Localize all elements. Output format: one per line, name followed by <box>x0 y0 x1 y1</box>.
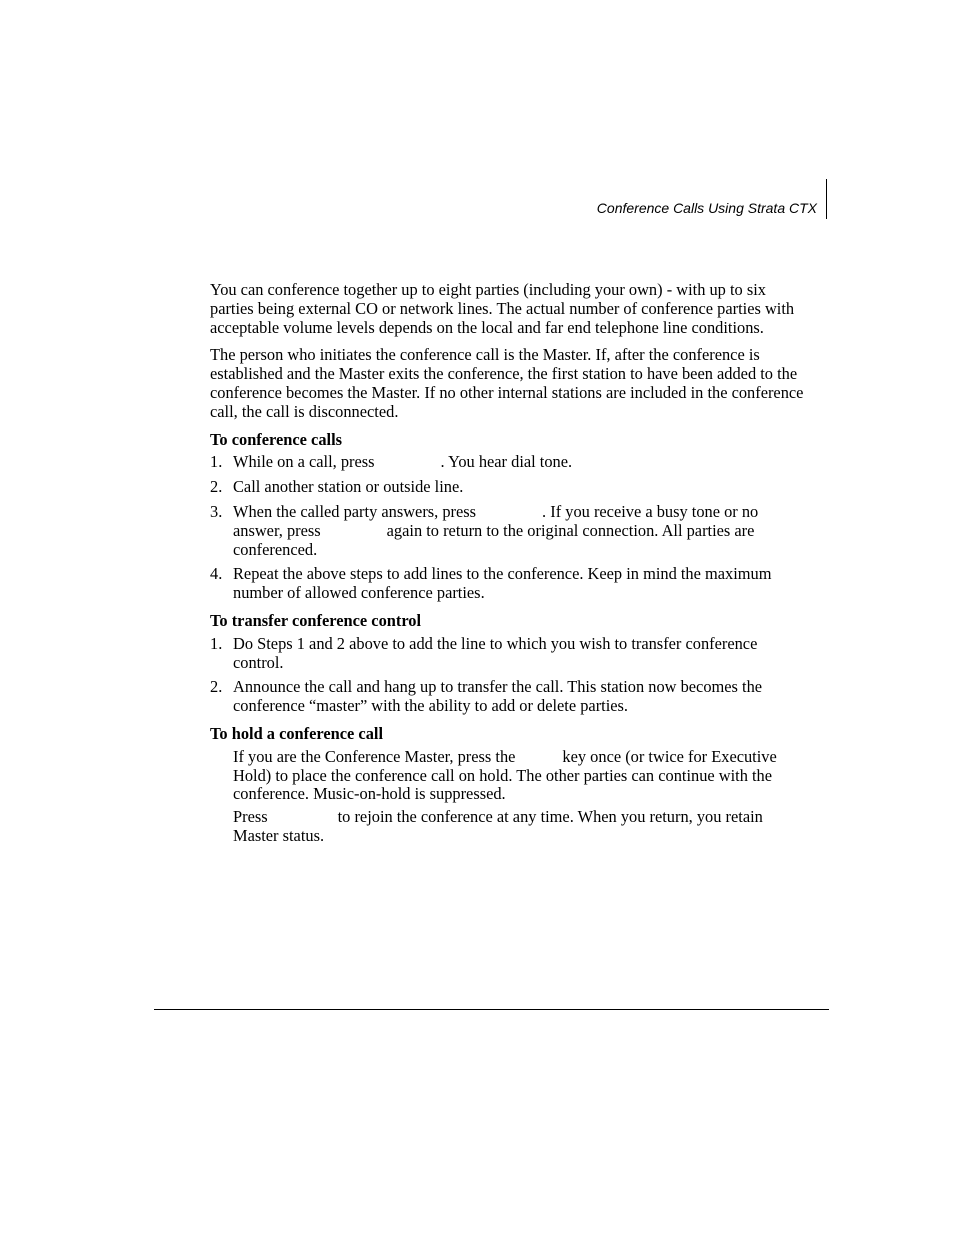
step-text: Do Steps 1 and 2 above to add the line to which you wish to transfer conference control. <box>233 633 758 672</box>
conference-calls-steps <box>210 453 810 603</box>
conference-step-4 <box>210 565 810 603</box>
intro-paragraph-2: The person who initiates the conference call is the Master. If, after the conference is established and the Master exits the conference, the first station to have been added to the conference becomes the Master. If no other internal stations are included in the conference call, the call is disconnected. <box>210 345 804 421</box>
step-text: When the called party answers, press <box>233 501 477 521</box>
conference-step-1 <box>210 453 810 472</box>
step-number: 1. <box>210 452 223 472</box>
transfer-step-1 <box>210 635 810 673</box>
running-header-title: Conference Calls Using Strata CTX <box>596 200 817 216</box>
hold-text: to rejoin the conference at any time. When you return, you retain Master status. <box>233 807 763 845</box>
page-body <box>210 281 810 850</box>
step-text: again to return to the original connection. All parties are conferenced. <box>233 520 755 559</box>
step-text: . You hear dial tone. <box>440 452 573 472</box>
transfer-control-steps <box>210 635 810 716</box>
step-number: 4. <box>210 564 223 584</box>
step-text: Announce the call and hang up to transfer the call. This station now becomes the conference “master” with the ability to add or delete parties. <box>233 677 763 716</box>
header-rule <box>826 179 827 219</box>
step-text: Call another station or outside line. <box>233 477 464 497</box>
intro-paragraph-1: You can conference together up to eight parties (including your own) - with up to six parties being external CO or network lines. The actual number of conference parties with acceptable volume levels depends on the local and far end telephone line conditions. <box>210 280 795 337</box>
hold-text: Press <box>233 807 268 827</box>
hold-paragraph-2 <box>210 808 810 846</box>
step-number: 2. <box>210 477 223 497</box>
step-number: 1. <box>210 633 223 653</box>
hold-conference-heading: To hold a conference call <box>210 723 384 743</box>
conference-step-2 <box>210 478 810 497</box>
hold-text: If you are the Conference Master, press the <box>233 746 516 766</box>
conference-calls-heading: To conference calls <box>210 429 343 449</box>
step-number: 2. <box>210 677 223 697</box>
hold-paragraph-1 <box>210 748 810 804</box>
transfer-control-heading: To transfer conference control <box>210 610 422 630</box>
step-text: Repeat the above steps to add lines to the conference. Keep in mind the maximum number of allowed conference parties. <box>233 564 772 603</box>
step-text: . If you receive a busy tone or no answer, press <box>233 501 759 540</box>
step-text: While on a call, press <box>233 452 375 472</box>
footer-rule <box>154 1009 829 1010</box>
step-number: 3. <box>210 501 223 521</box>
hold-text: key once (or twice for Executive Hold) to place the conference call on hold. The other parties can continue with the conference. Music-on-hold is suppressed. <box>233 746 777 804</box>
conference-step-3 <box>210 503 810 559</box>
transfer-step-2 <box>210 678 810 716</box>
